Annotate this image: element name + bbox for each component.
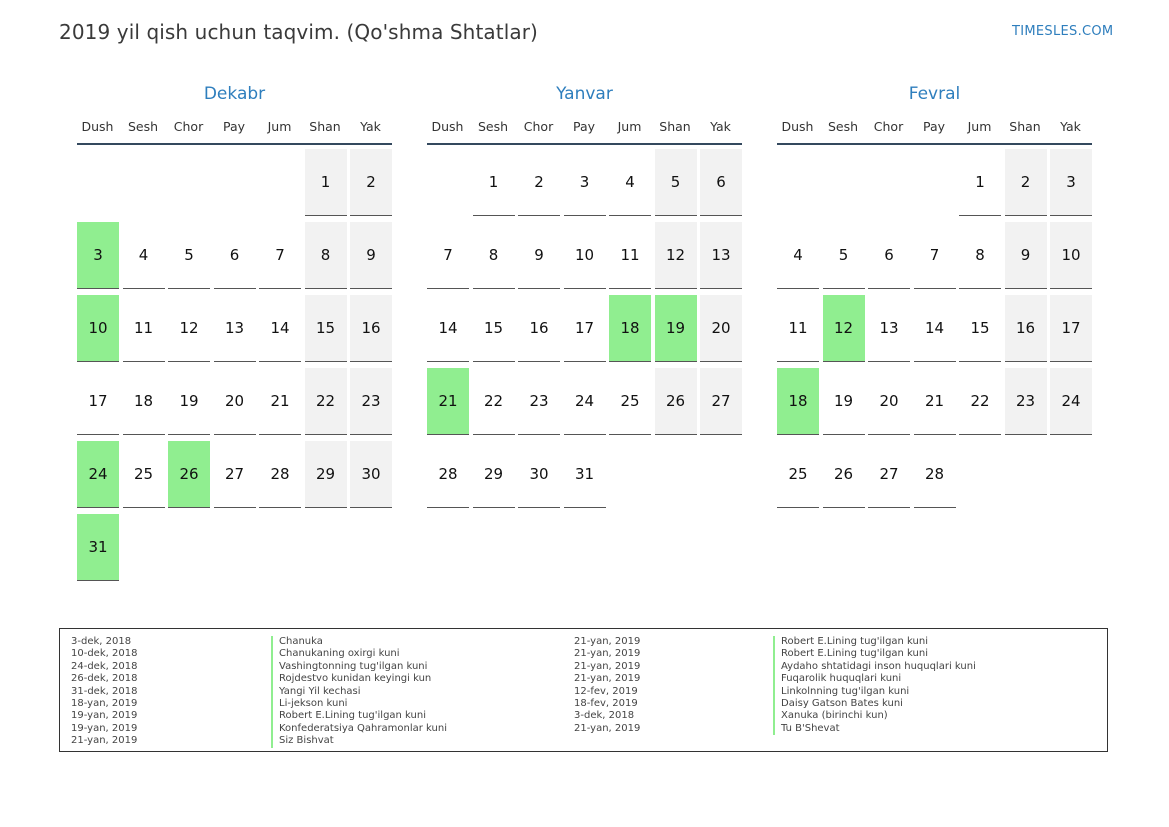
day-cell[interactable]: 27 bbox=[868, 441, 910, 508]
day-cell[interactable]: 8 bbox=[305, 222, 347, 289]
day-cell[interactable]: 24 bbox=[564, 368, 606, 435]
day-cell[interactable]: 3 bbox=[1050, 149, 1092, 216]
day-cell[interactable]: 16 bbox=[350, 295, 392, 362]
day-cell[interactable]: 3 bbox=[564, 149, 606, 216]
legend-entry: Tu B'Shevat bbox=[773, 723, 976, 735]
legend-entry: 21-yan, 2019 bbox=[574, 636, 641, 647]
day-cell[interactable]: 12 bbox=[655, 222, 697, 289]
day-cell[interactable]: 7 bbox=[259, 222, 301, 289]
weekday-label: Jum bbox=[267, 119, 292, 134]
day-cell[interactable]: 23 bbox=[518, 368, 560, 435]
day-cell[interactable]: 1 bbox=[959, 149, 1001, 216]
legend-entry: Linkolnning tug'ilgan kuni bbox=[773, 686, 976, 698]
day-cell[interactable]: 20 bbox=[700, 295, 742, 362]
holiday-day-cell[interactable]: 31 bbox=[77, 514, 119, 581]
day-cell[interactable]: 20 bbox=[868, 368, 910, 435]
legend-entry: Fuqarolik huquqlari kuni bbox=[773, 673, 976, 685]
holiday-day-cell[interactable]: 10 bbox=[77, 295, 119, 362]
day-cell[interactable]: 29 bbox=[305, 441, 347, 508]
legend-entry: 3-dek, 2018 bbox=[71, 636, 132, 647]
day-cell[interactable]: 30 bbox=[518, 441, 560, 508]
day-cell[interactable]: 7 bbox=[914, 222, 956, 289]
day-cell[interactable]: 30 bbox=[350, 441, 392, 508]
legend-entry: Siz Bishvat bbox=[271, 735, 447, 747]
weekday-label: Sesh bbox=[827, 119, 859, 134]
weekday-label: Sesh bbox=[127, 119, 159, 134]
day-cell[interactable]: 24 bbox=[1050, 368, 1092, 435]
day-cell[interactable]: 1 bbox=[473, 149, 515, 216]
day-cell[interactable]: 15 bbox=[959, 295, 1001, 362]
legend-entry: 10-dek, 2018 bbox=[71, 648, 138, 660]
legend-entry: Robert E.Lining tug'ilgan kuni bbox=[773, 636, 976, 648]
day-cell[interactable]: 21 bbox=[914, 368, 956, 435]
day-cell[interactable]: 19 bbox=[168, 368, 210, 435]
weekday-label: Pay bbox=[922, 119, 946, 134]
day-cell[interactable]: 10 bbox=[564, 222, 606, 289]
day-cell[interactable]: 28 bbox=[914, 441, 956, 508]
page-title: 2019 yil qish uchun taqvim. (Qo'shma Shtatlar) bbox=[59, 20, 538, 44]
day-cell[interactable]: 2 bbox=[1005, 149, 1047, 216]
legend-entry: 18-fev, 2019 bbox=[574, 698, 638, 710]
day-cell[interactable]: 17 bbox=[1050, 295, 1092, 362]
day-cell[interactable]: 31 bbox=[564, 441, 606, 508]
day-cell[interactable]: 17 bbox=[564, 295, 606, 362]
day-cell[interactable]: 25 bbox=[609, 368, 651, 435]
day-cell[interactable]: 25 bbox=[123, 441, 165, 508]
legend-left-dates bbox=[71, 636, 137, 748]
day-cell[interactable]: 22 bbox=[473, 368, 515, 435]
legend-entry: 18-yan, 2019 bbox=[71, 698, 138, 710]
day-cell[interactable]: 23 bbox=[350, 368, 392, 435]
holiday-day-cell[interactable]: 24 bbox=[77, 441, 119, 508]
holiday-day-cell[interactable]: 18 bbox=[609, 295, 651, 362]
day-cell[interactable]: 9 bbox=[350, 222, 392, 289]
legend-entry: 12-fev, 2019 bbox=[574, 685, 638, 697]
weekday-label: Pay bbox=[222, 119, 246, 134]
day-cell[interactable]: 16 bbox=[518, 295, 560, 362]
site-link[interactable]: TIMESLES.COM bbox=[1012, 24, 1114, 39]
weekday-label: Dush bbox=[431, 119, 464, 134]
weekday-label: Shan bbox=[1009, 119, 1041, 134]
weekday-label: Yak bbox=[360, 119, 381, 134]
day-cell[interactable]: 13 bbox=[868, 295, 910, 362]
legend-entry: Robert E.Lining tug'ilgan kuni bbox=[773, 648, 976, 660]
day-cell[interactable]: 23 bbox=[1005, 368, 1047, 435]
day-cell[interactable]: 1 bbox=[305, 149, 347, 216]
legend-entry: Li-jekson kuni bbox=[271, 698, 447, 710]
day-cell[interactable]: 20 bbox=[214, 368, 256, 435]
day-cell[interactable]: 6 bbox=[868, 222, 910, 289]
weekday-label: Shan bbox=[659, 119, 691, 134]
day-cell[interactable]: 22 bbox=[305, 368, 347, 435]
day-cell[interactable]: 13 bbox=[214, 295, 256, 362]
day-cell[interactable]: 2 bbox=[350, 149, 392, 216]
day-cell[interactable]: 5 bbox=[823, 222, 865, 289]
day-cell[interactable]: 11 bbox=[609, 222, 651, 289]
holiday-legend bbox=[59, 628, 1108, 752]
weekday-label: Shan bbox=[309, 119, 341, 134]
holiday-day-cell[interactable]: 12 bbox=[823, 295, 865, 362]
day-cell[interactable]: 15 bbox=[305, 295, 347, 362]
month-name: Fevral bbox=[908, 84, 961, 104]
legend-entry: Aydaho shtatidagi inson huquqlari kuni bbox=[773, 661, 976, 673]
legend-right-names bbox=[773, 636, 976, 735]
legend-left-names bbox=[271, 636, 447, 748]
day-cell[interactable]: 9 bbox=[1005, 222, 1047, 289]
day-cell[interactable]: 5 bbox=[168, 222, 210, 289]
weekday-header bbox=[77, 119, 392, 145]
day-cell[interactable]: 18 bbox=[123, 368, 165, 435]
legend-entry: 21-yan, 2019 bbox=[574, 722, 641, 734]
month-name: Yanvar bbox=[556, 84, 613, 104]
day-cell[interactable]: 21 bbox=[259, 368, 301, 435]
holiday-day-cell[interactable]: 26 bbox=[168, 441, 210, 508]
weekday-label: Pay bbox=[572, 119, 596, 134]
legend-entry: 19-yan, 2019 bbox=[71, 710, 138, 722]
day-cell[interactable]: 6 bbox=[214, 222, 256, 289]
weekday-label: Sesh bbox=[477, 119, 509, 134]
weekday-label: Jum bbox=[617, 119, 642, 134]
day-cell[interactable]: 17 bbox=[77, 368, 119, 435]
holiday-day-cell[interactable]: 19 bbox=[655, 295, 697, 362]
legend-entry: 26-dek, 2018 bbox=[71, 673, 138, 685]
holiday-day-cell[interactable]: 3 bbox=[77, 222, 119, 289]
weekday-header bbox=[427, 119, 742, 145]
day-cell[interactable]: 4 bbox=[123, 222, 165, 289]
legend-entry: Chanuka bbox=[271, 636, 447, 648]
day-cell[interactable]: 28 bbox=[259, 441, 301, 508]
weekday-label: Dush bbox=[81, 119, 114, 134]
weekday-header bbox=[777, 119, 1092, 145]
day-cell[interactable]: 16 bbox=[1005, 295, 1047, 362]
day-cell[interactable]: 4 bbox=[609, 149, 651, 216]
day-cell[interactable]: 22 bbox=[959, 368, 1001, 435]
weekday-label: Yak bbox=[1060, 119, 1081, 134]
month-name: Dekabr bbox=[203, 84, 266, 104]
weekday-label: Chor bbox=[523, 119, 554, 134]
day-cell[interactable]: 14 bbox=[427, 295, 469, 362]
legend-entry: Daisy Gatson Bates kuni bbox=[773, 698, 976, 710]
day-cell[interactable]: 8 bbox=[473, 222, 515, 289]
holiday-day-cell[interactable]: 21 bbox=[427, 368, 469, 435]
day-cell[interactable]: 26 bbox=[823, 441, 865, 508]
day-cell[interactable]: 6 bbox=[700, 149, 742, 216]
weekday-label: Chor bbox=[173, 119, 204, 134]
day-cell[interactable]: 5 bbox=[655, 149, 697, 216]
legend-entry: 21-yan, 2019 bbox=[71, 735, 138, 747]
holiday-day-cell[interactable]: 18 bbox=[777, 368, 819, 435]
legend-entry: 21-yan, 2019 bbox=[574, 660, 641, 672]
weekday-label: Yak bbox=[710, 119, 731, 134]
legend-entry: 24-dek, 2018 bbox=[71, 660, 138, 672]
legend-entry: 31-dek, 2018 bbox=[71, 685, 138, 697]
day-cell[interactable]: 7 bbox=[427, 222, 469, 289]
legend-entry: Yangi Yil kechasi bbox=[271, 686, 447, 698]
day-cell[interactable]: 14 bbox=[259, 295, 301, 362]
legend-entry: Xanuka (birinchi kun) bbox=[773, 710, 976, 722]
day-cell[interactable]: 14 bbox=[914, 295, 956, 362]
day-cell[interactable]: 29 bbox=[473, 441, 515, 508]
day-cell[interactable]: 15 bbox=[473, 295, 515, 362]
legend-entry: 21-yan, 2019 bbox=[574, 673, 641, 685]
weekday-label: Jum bbox=[967, 119, 992, 134]
legend-entry: 21-yan, 2019 bbox=[574, 648, 641, 660]
day-cell[interactable]: 8 bbox=[959, 222, 1001, 289]
legend-entry: 3-dek, 2018 bbox=[574, 710, 635, 722]
day-cell[interactable]: 28 bbox=[427, 441, 469, 508]
day-cell[interactable]: 13 bbox=[700, 222, 742, 289]
day-cell[interactable]: 25 bbox=[777, 441, 819, 508]
day-cell[interactable]: 2 bbox=[518, 149, 560, 216]
day-cell[interactable]: 12 bbox=[168, 295, 210, 362]
day-cell[interactable]: 26 bbox=[655, 368, 697, 435]
day-cell[interactable]: 19 bbox=[823, 368, 865, 435]
legend-entry: Robert E.Lining tug'ilgan kuni bbox=[271, 710, 447, 722]
legend-right-dates bbox=[574, 636, 640, 735]
legend-entry: Konfederatsiya Qahramonlar kuni bbox=[271, 723, 447, 735]
legend-entry: 19-yan, 2019 bbox=[71, 722, 138, 734]
legend-entry: Chanukaning oxirgi kuni bbox=[271, 648, 447, 660]
day-cell[interactable]: 4 bbox=[777, 222, 819, 289]
weekday-label: Dush bbox=[781, 119, 814, 134]
day-cell[interactable]: 9 bbox=[518, 222, 560, 289]
day-cell[interactable]: 11 bbox=[777, 295, 819, 362]
legend-entry: Vashingtonning tug'ilgan kuni bbox=[271, 661, 447, 673]
day-cell[interactable]: 10 bbox=[1050, 222, 1092, 289]
day-cell[interactable]: 11 bbox=[123, 295, 165, 362]
day-cell[interactable]: 27 bbox=[700, 368, 742, 435]
weekday-label: Chor bbox=[873, 119, 904, 134]
day-cell[interactable]: 27 bbox=[214, 441, 256, 508]
legend-entry: Rojdestvo kunidan keyingi kun bbox=[271, 673, 447, 685]
